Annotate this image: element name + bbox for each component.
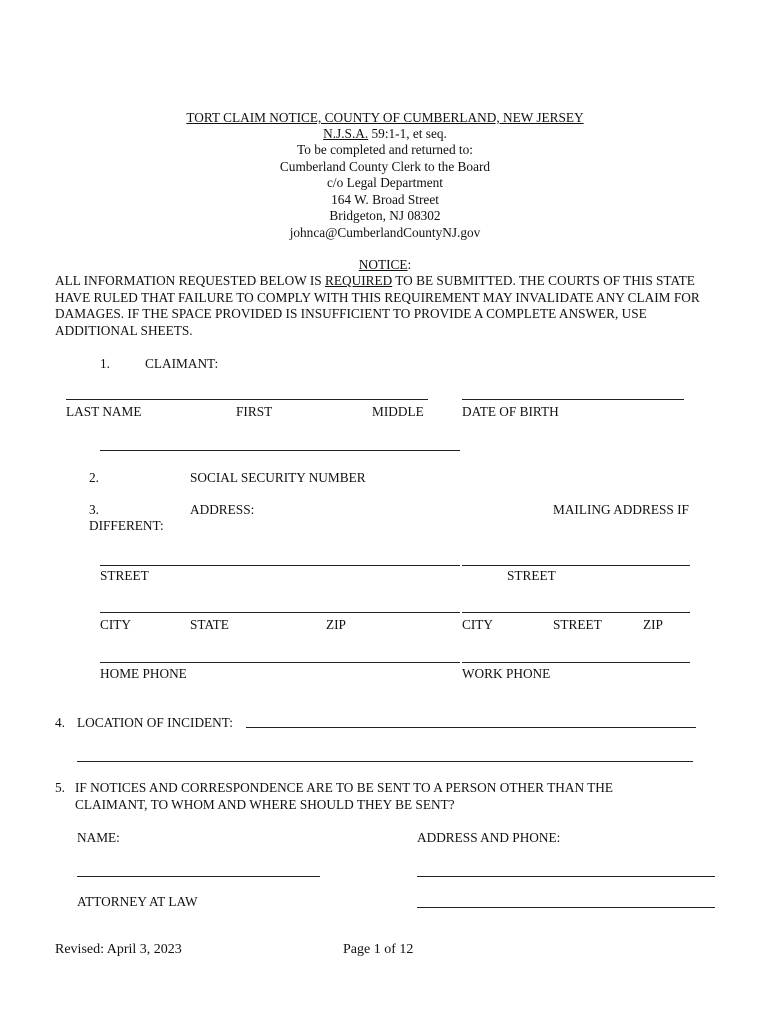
- section3-number: 3.: [89, 502, 99, 517]
- home-phone-line[interactable]: [100, 662, 460, 663]
- first-name-label: FIRST: [236, 404, 273, 419]
- form-title: [0, 110, 770, 127]
- page-number: Page 1 of 12: [343, 942, 414, 957]
- location-of-incident-line-2[interactable]: [77, 761, 693, 762]
- statute-reference: [0, 126, 770, 143]
- revision-date: Revised: April 3, 2023: [55, 942, 182, 957]
- recipient-address-line-2[interactable]: [417, 907, 715, 908]
- recipient-address-line-1[interactable]: [417, 876, 715, 877]
- recipient-name-label: NAME:: [77, 830, 120, 845]
- home-phone-label: HOME PHONE: [100, 666, 187, 681]
- return-instruction: To be completed and returned to:: [297, 142, 473, 157]
- street-line-right[interactable]: [462, 565, 690, 566]
- ssn-line[interactable]: [100, 450, 460, 451]
- notice-required: REQUIRED: [325, 273, 393, 288]
- city-street-zip-line-right[interactable]: [462, 612, 690, 613]
- street-label-right-2: STREET: [553, 617, 602, 632]
- city-label-left: CITY: [100, 617, 132, 632]
- recipient-name: Cumberland County Clerk to the Board: [279, 158, 491, 174]
- location-of-incident-label: LOCATION OF INCIDENT:: [77, 715, 233, 730]
- city-state-zip-line-left[interactable]: [100, 612, 460, 613]
- section5-number: 5.: [55, 780, 65, 795]
- form-title-text: TORT CLAIM NOTICE, COUNTY OF CUMBERLAND, NEW JERSEY: [186, 110, 584, 125]
- address-label: ADDRESS:: [190, 502, 255, 517]
- mailing-address-different: DIFFERENT:: [89, 518, 164, 533]
- attorney-at-law-label: ATTORNEY AT LAW: [77, 894, 198, 909]
- location-of-incident-line-1[interactable]: [246, 727, 696, 728]
- middle-name-label: MIDDLE: [372, 404, 424, 419]
- notice-heading: [0, 257, 770, 274]
- notice-paragraph: [55, 273, 705, 339]
- section4-number: 4.: [55, 715, 65, 730]
- statute-rest: 59:1-1, et seq.: [368, 126, 447, 141]
- section5-question-line2: CLAIMANT, TO WHOM AND WHERE SHOULD THEY BE SENT?: [75, 797, 455, 812]
- claimant-name-line[interactable]: [66, 399, 428, 400]
- city-label-right: CITY: [462, 617, 494, 632]
- work-phone-line[interactable]: [462, 662, 690, 663]
- notice-heading-colon: :: [407, 257, 412, 272]
- ssn-label: SOCIAL SECURITY NUMBER: [190, 470, 366, 485]
- street-label-left: STREET: [100, 568, 149, 583]
- recipient-address-phone-label: ADDRESS AND PHONE:: [417, 830, 561, 845]
- recipient-city-state-zip: Bridgeton, NJ 08302: [329, 208, 441, 223]
- street-label-right: STREET: [507, 568, 556, 583]
- statute-abbrev: N.J.S.A.: [323, 126, 369, 141]
- recipient-street: 164 W. Broad Street: [331, 191, 439, 207]
- last-name-label: LAST NAME: [66, 404, 142, 419]
- notice-heading-text: NOTICE: [358, 257, 408, 272]
- section1-label: CLAIMANT:: [145, 356, 219, 371]
- date-of-birth-line[interactable]: [462, 399, 684, 400]
- recipient-email[interactable]: johnca@CumberlandCountyNJ.gov: [289, 224, 481, 240]
- section1-number: 1.: [100, 356, 110, 371]
- recipient-department: c/o Legal Department: [327, 175, 443, 190]
- date-of-birth-label: DATE OF BIRTH: [462, 404, 559, 419]
- notice-text-after: TO BE SUBMITTED. THE COURTS OF THIS STATE HAVE RULED THAT FAILURE TO COMPLY WITH THIS REQUIREMENT MAY INVALIDATE ANY CLAIM FOR DAMAGES. IF THE SPACE PROVIDED IS INSUFFICIENT TO PROVIDE A COMPLETE ANSWER, USE ADDITIONAL SHEETS.: [55, 273, 700, 338]
- section5-question-line1: IF NOTICES AND CORRESPONDENCE ARE TO BE SENT TO A PERSON OTHER THAN THE: [75, 780, 613, 795]
- recipient-name-line[interactable]: [77, 876, 320, 877]
- notice-text-before: ALL INFORMATION REQUESTED BELOW IS: [55, 273, 325, 288]
- state-label-left: STATE: [190, 617, 229, 632]
- work-phone-label: WORK PHONE: [462, 666, 551, 681]
- street-line-left[interactable]: [100, 565, 460, 566]
- mailing-address-label: MAILING ADDRESS IF: [553, 502, 689, 517]
- zip-label-left: ZIP: [326, 617, 346, 632]
- zip-label-right: ZIP: [643, 617, 663, 632]
- section2-number: 2.: [89, 470, 99, 485]
